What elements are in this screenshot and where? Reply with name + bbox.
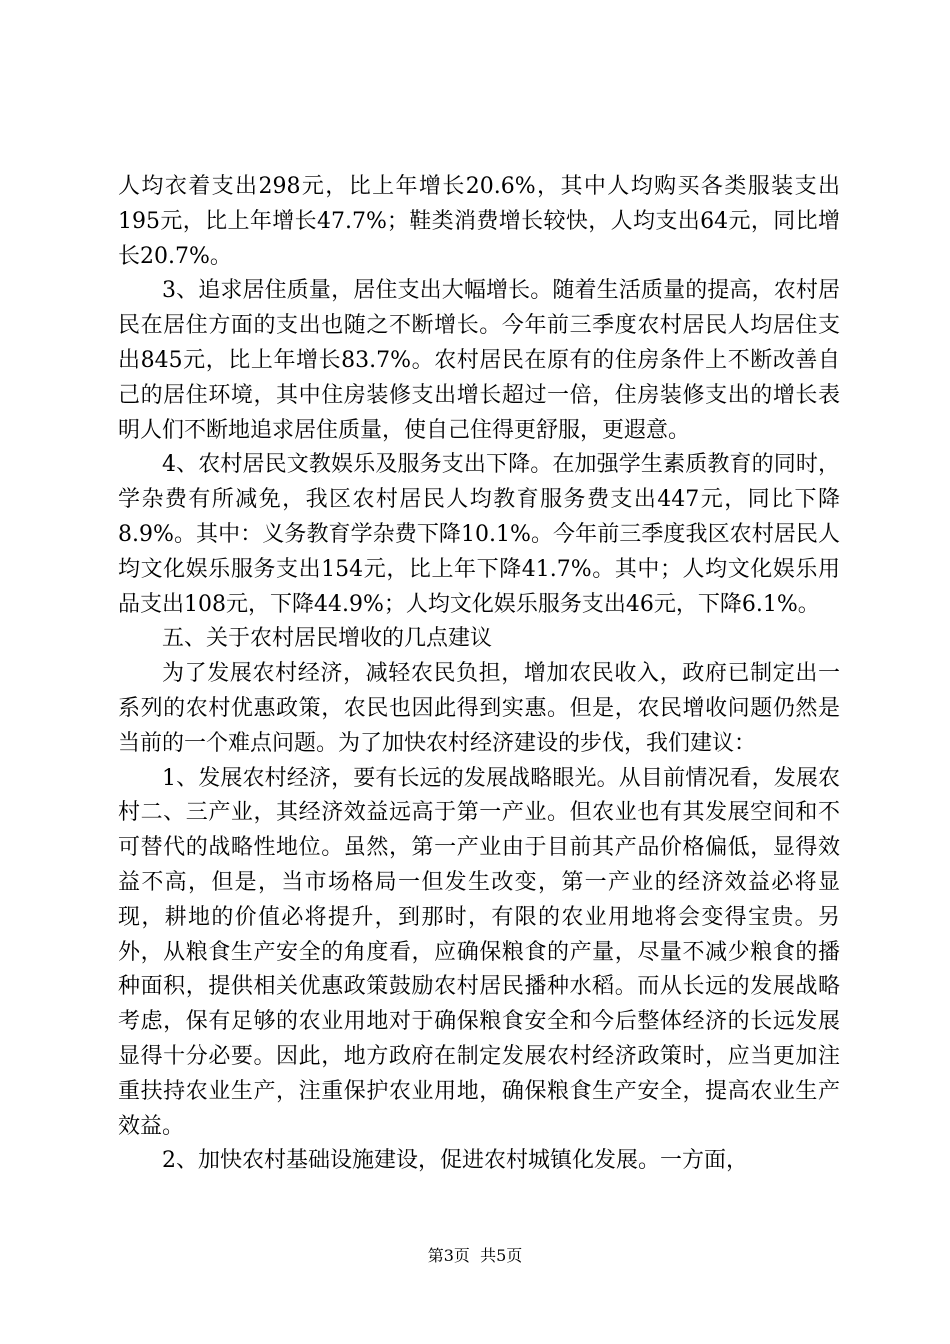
paragraph-education-spending: 4、农村居民文教娱乐及服务支出下降。在加强学生素质教育的同时，学杂费有所减免，我区农村居民人均教育服务费支出447元，同比下降8.9%。其中：义务教育学杂费下降10.1%。今年前三季度我区农村居民人均文化娱乐服务支出154元，比上年下降41.7%。其中；人均文化娱乐用品支出108元，下降44.9%；人均文化娱乐服务支出46元，下降6.1%。	[118, 452, 840, 617]
page-footer	[0, 1246, 950, 1266]
paragraph-housing-spending: 3、追求居住质量，居住支出大幅增长。随着生活质量的提高，农村居民在居住方面的支出也随之不断增长。今年前三季度农村居民人均居住支出845元，比上年增长83.7%。农村居民在原有的住房条件上不断改善自己的居住环境，其中住房装修支出增长超过一倍，住房装修支出的增长表明人们不断地追求居住质量，使自己住得更舒服，更遐意。	[118, 278, 840, 443]
section-heading-suggestions: 五、关于农村居民增收的几点建议	[162, 626, 493, 652]
page-number: 第3页 共5页	[427, 1246, 523, 1265]
document-body	[118, 170, 840, 1179]
paragraph-suggestion-2: 2、加快农村基础设施建设，促进农村城镇化发展。一方面，	[162, 1148, 748, 1174]
paragraph-suggestions-intro: 为了发展农村经济，减轻农民负担，增加农民收入，政府已制定出一系列的农村优惠政策，农民也因此得到实惠。但是，农民增收问题仍然是当前的一个难点问题。为了加快农村经济建设的步伐，我们建议：	[118, 661, 840, 756]
paragraph-clothing-spending: 人均衣着支出298元，比上年增长20.6%，其中人均购买各类服装支出195元，比上年增长47.7%；鞋类消费增长较快，人均支出64元，同比增长20.7%。	[118, 174, 840, 269]
paragraph-suggestion-1: 1、发展农村经济，要有长远的发展战略眼光。从目前情况看，发展农村二、三产业，其经济效益远高于第一产业。但农业也有其发展空间和不可替代的战略性地位。虽然，第一产业由于目前其产品价格偏低，显得效益不高，但是，当市场格局一但发生改变，第一产业的经济效益必将显现，耕地的价值必将提升，到那时，有限的农业用地将会变得宝贵。另外，从粮食生产安全的角度看，应确保粮食的产量，尽量不减少粮食的播种面积，提供相关优惠政策鼓励农村居民播种水稻。而从长远的发展战略考虑，保有足够的农业用地对于确保粮食安全和今后整体经济的长远发展显得十分必要。因此，地方政府在制定发展农村经济政策时，应当更加注重扶持农业生产，注重保护农业用地，确保粮食生产安全，提高农业生产效益。	[118, 765, 840, 1139]
